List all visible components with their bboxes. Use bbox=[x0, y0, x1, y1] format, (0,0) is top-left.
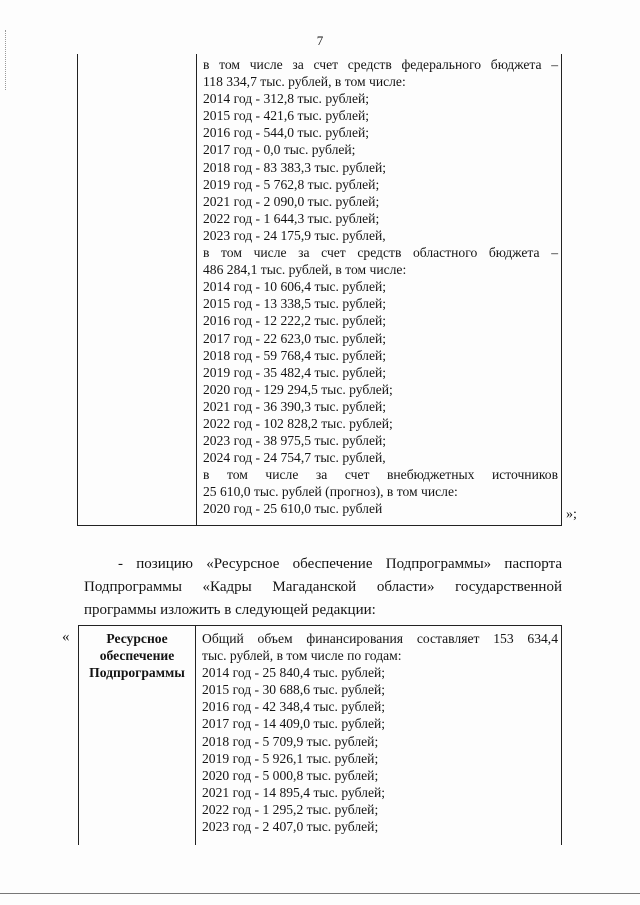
resource-provision-label bbox=[79, 626, 196, 845]
opening-quote: « bbox=[62, 629, 70, 645]
table-line: 2023 год - 38 975,5 тыс. рублей; bbox=[203, 433, 387, 449]
table-line: 2017 год - 0,0 тыс. рублей; bbox=[203, 142, 356, 158]
table-line: 2015 год - 421,6 тыс. рублей; bbox=[203, 108, 370, 124]
label-line: Подпрограммы bbox=[89, 665, 185, 680]
table-line: 2023 год - 2 407,0 тыс. рублей; bbox=[202, 819, 379, 835]
table-line: 2015 год - 30 688,6 тыс. рублей; bbox=[202, 682, 386, 698]
table-line: 2020 год - 129 294,5 тыс. рублей; bbox=[203, 381, 393, 397]
table-line: тыс. рублей, в том числе по годам: bbox=[202, 648, 402, 664]
paragraph-line-1: - позицию «Ресурсное обеспечение Подпрограммы» паспорта bbox=[118, 556, 562, 572]
table-line: 2021 год - 2 090,0 тыс. рублей; bbox=[203, 193, 380, 209]
table-line: 2019 год - 5 926,1 тыс. рублей; bbox=[202, 750, 379, 766]
table-line: 2014 год - 25 840,4 тыс. рублей; bbox=[202, 665, 386, 681]
table-line: 2020 год - 5 000,8 тыс. рублей; bbox=[202, 767, 379, 783]
table-line: 2016 год - 42 348,4 тыс. рублей; bbox=[202, 699, 386, 715]
footer-rule bbox=[0, 893, 640, 894]
label-line: обеспечение bbox=[99, 648, 175, 663]
closing-quote: »; bbox=[566, 507, 577, 522]
financing-table-continuation bbox=[77, 54, 562, 526]
table-line: 2022 год - 1 644,3 тыс. рублей; bbox=[203, 210, 380, 226]
table-line: 2016 год - 12 222,2 тыс. рублей; bbox=[203, 313, 387, 329]
table-line: 25 610,0 тыс. рублей (прогноз), в том числе: bbox=[203, 484, 458, 500]
table-line: 2022 год - 1 295,2 тыс. рублей; bbox=[202, 801, 379, 817]
table-line: 2018 год - 83 383,3 тыс. рублей; bbox=[203, 159, 387, 175]
table-line: 2023 год - 24 175,9 тыс. рублей, bbox=[203, 227, 386, 243]
table-line: 2021 год - 14 895,4 тыс. рублей; bbox=[202, 784, 386, 800]
table-line: 2022 год - 102 828,2 тыс. рублей; bbox=[203, 415, 393, 431]
table-line: 2015 год - 13 338,5 тыс. рублей; bbox=[203, 296, 387, 312]
table-line: 2017 год - 22 623,0 тыс. рублей; bbox=[203, 330, 387, 346]
table-line: 118 334,7 тыс. рублей, в том числе: bbox=[203, 74, 406, 90]
table-line: в том числе за счет средств областного бюджета – bbox=[203, 245, 558, 261]
table-line: 2019 год - 35 482,4 тыс. рублей; bbox=[203, 364, 387, 380]
table-line: 2014 год - 312,8 тыс. рублей; bbox=[203, 91, 370, 107]
table-left-cell bbox=[78, 54, 197, 525]
table-line: 2016 год - 544,0 тыс. рублей; bbox=[203, 125, 370, 141]
table-line: 2024 год - 24 754,7 тыс. рублей, bbox=[203, 450, 386, 466]
page-number: 7 bbox=[316, 33, 324, 48]
paragraph-line-2: Подпрограммы «Кадры Магаданской области» государственной bbox=[84, 579, 562, 595]
table-line: 2018 год - 5 709,9 тыс. рублей; bbox=[202, 733, 379, 749]
table-right-cell bbox=[203, 56, 558, 518]
paragraph-line-3: программы изложить в следующей редакции: bbox=[84, 602, 376, 618]
table-line: 2020 год - 25 610,0 тыс. рублей bbox=[203, 501, 383, 517]
table-line: в том числе за счет средств федерального бюджета – bbox=[203, 57, 558, 72]
table-line: Общий объем финансирования составляет 153 634,4 bbox=[202, 631, 558, 646]
table-line: 2018 год - 59 768,4 тыс. рублей; bbox=[203, 347, 387, 363]
resource-provision-content bbox=[202, 630, 558, 835]
label-line: Ресурсное bbox=[106, 631, 168, 646]
table-line: в том числе за счет внебюджетных источников bbox=[203, 467, 558, 483]
table-line: 2014 год - 10 606,4 тыс. рублей; bbox=[203, 279, 387, 295]
table-line: 2021 год - 36 390,3 тыс. рублей; bbox=[203, 398, 387, 414]
table-line: 2019 год - 5 762,8 тыс. рублей; bbox=[203, 176, 380, 192]
table-line: 2017 год - 14 409,0 тыс. рублей; bbox=[202, 716, 386, 732]
table-line: 486 284,1 тыс. рублей, в том числе: bbox=[203, 262, 407, 278]
resource-provision-table bbox=[78, 625, 562, 845]
